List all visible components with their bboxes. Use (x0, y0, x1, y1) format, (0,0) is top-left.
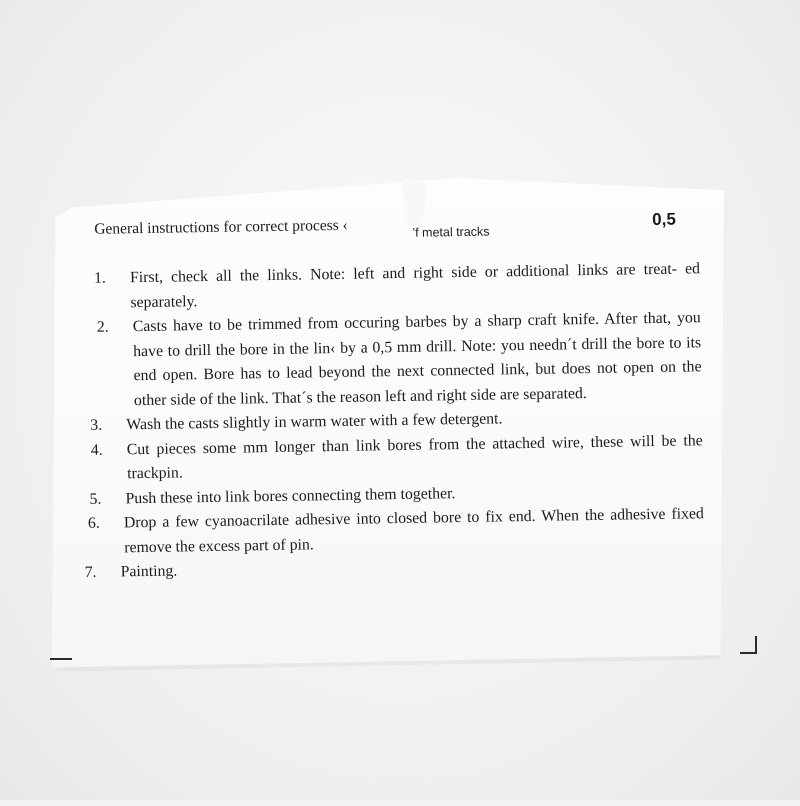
step-text: Casts have to be trimmed from occuring barbes by a sharp craft knife. After that, you have to drill the bore in the lin‹ by a 0,5 mm drill. Note: you needn´t drill the bore to its end open. Bore has to lead beyond the next connected link, but does not open on the other side of the link. That´s the reason left and right side are separated. (132, 309, 702, 409)
step-text: Wash the casts slightly in warm water with a few detergent. (126, 410, 503, 434)
step-text: Cut pieces some mm longer than link bores from the attached wire, these will be the trackpin. (126, 431, 703, 483)
step-text: Painting. (120, 562, 178, 581)
step-text: Drop a few cyanoacrilate adhesive into closed bore to fix end. When the adhesive fixed remove the excess part of pin. (123, 505, 704, 556)
crop-mark-right-vertical (755, 636, 757, 654)
step-number: 6. (87, 514, 100, 532)
step-number: 3. (90, 416, 103, 434)
step-number: 4. (90, 441, 103, 459)
crop-mark-right (740, 652, 756, 654)
step-number: 1. (93, 269, 107, 287)
document-title-continuation: ’f metal tracks (412, 224, 490, 240)
step-number: 7. (84, 563, 97, 581)
step-number: 5. (89, 490, 102, 508)
scale-label: 0,5 (652, 209, 676, 230)
document-title: General instructions for correct process ‹ (94, 216, 348, 238)
instruction-step (81, 306, 710, 414)
step-number: 2. (96, 318, 109, 336)
crop-mark-left (50, 658, 72, 660)
step-text: First, check all the links. Note: left and right side or additional links are treat- ed separately. (129, 260, 701, 311)
step-text: Push these into link bores connecting them together. (125, 484, 456, 507)
instruction-steps (78, 257, 713, 585)
